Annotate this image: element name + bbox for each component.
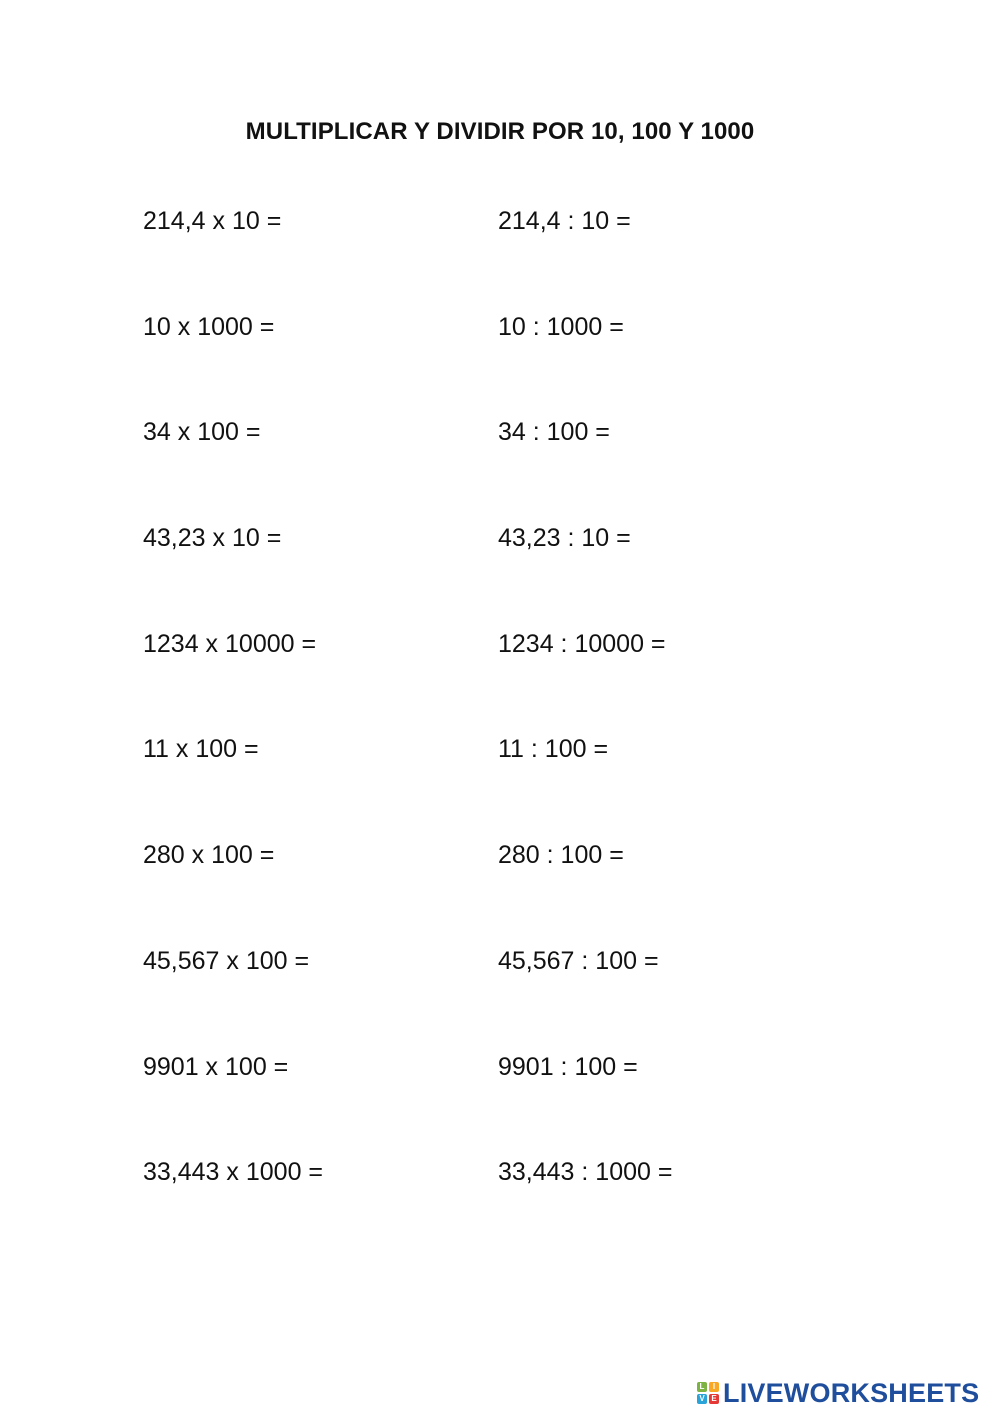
multiply-exercise: 9901 x 100 = [143,1052,289,1081]
logo-mark-icon [697,1382,719,1404]
liveworksheets-logo [697,1377,979,1409]
exercise-row [143,627,843,733]
logo-square-i: I [709,1382,719,1392]
exercise-row [143,1155,843,1261]
divide-exercise: 33,443 : 1000 = [498,1158,673,1187]
divide-exercise: 280 : 100 = [498,841,624,870]
divide-exercise: 45,567 : 100 = [498,946,659,975]
exercise-row [143,838,843,944]
multiply-exercise: 34 x 100 = [143,418,261,447]
multiply-exercise: 33,443 x 1000 = [143,1158,324,1187]
divide-exercise: 1234 : 10000 = [498,629,666,658]
divide-exercise: 9901 : 100 = [498,1052,638,1081]
exercise-row [143,1050,843,1156]
multiply-exercise: 11 x 100 = [143,735,259,764]
exercise-row [143,204,843,310]
exercise-list [143,204,843,1261]
exercise-row [143,732,843,838]
logo-text: LIVEWORKSHEETS [723,1377,980,1408]
multiply-exercise: 10 x 1000 = [143,312,275,341]
logo-square-l: L [697,1382,707,1392]
multiply-exercise: 214,4 x 10 = [143,207,282,235]
logo-square-v: V [697,1394,707,1404]
logo-square-e: E [709,1394,719,1404]
exercise-row [143,415,843,521]
divide-exercise: 34 : 100 = [498,418,610,447]
divide-exercise: 43,23 : 10 = [498,524,631,553]
multiply-exercise: 1234 x 10000 = [143,629,317,658]
divide-exercise: 10 : 1000 = [498,312,624,341]
exercise-row [143,944,843,1050]
worksheet-title: MULTIPLICAR Y DIVIDIR POR 10, 100 Y 1000 [245,118,755,145]
divide-exercise: 214,4 : 10 = [498,207,631,235]
multiply-exercise: 45,567 x 100 = [143,946,310,975]
multiply-exercise: 280 x 100 = [143,841,275,870]
exercise-row [143,310,843,416]
exercise-row [143,521,843,627]
multiply-exercise: 43,23 x 10 = [143,524,282,553]
divide-exercise: 11 : 100 = [498,735,609,764]
